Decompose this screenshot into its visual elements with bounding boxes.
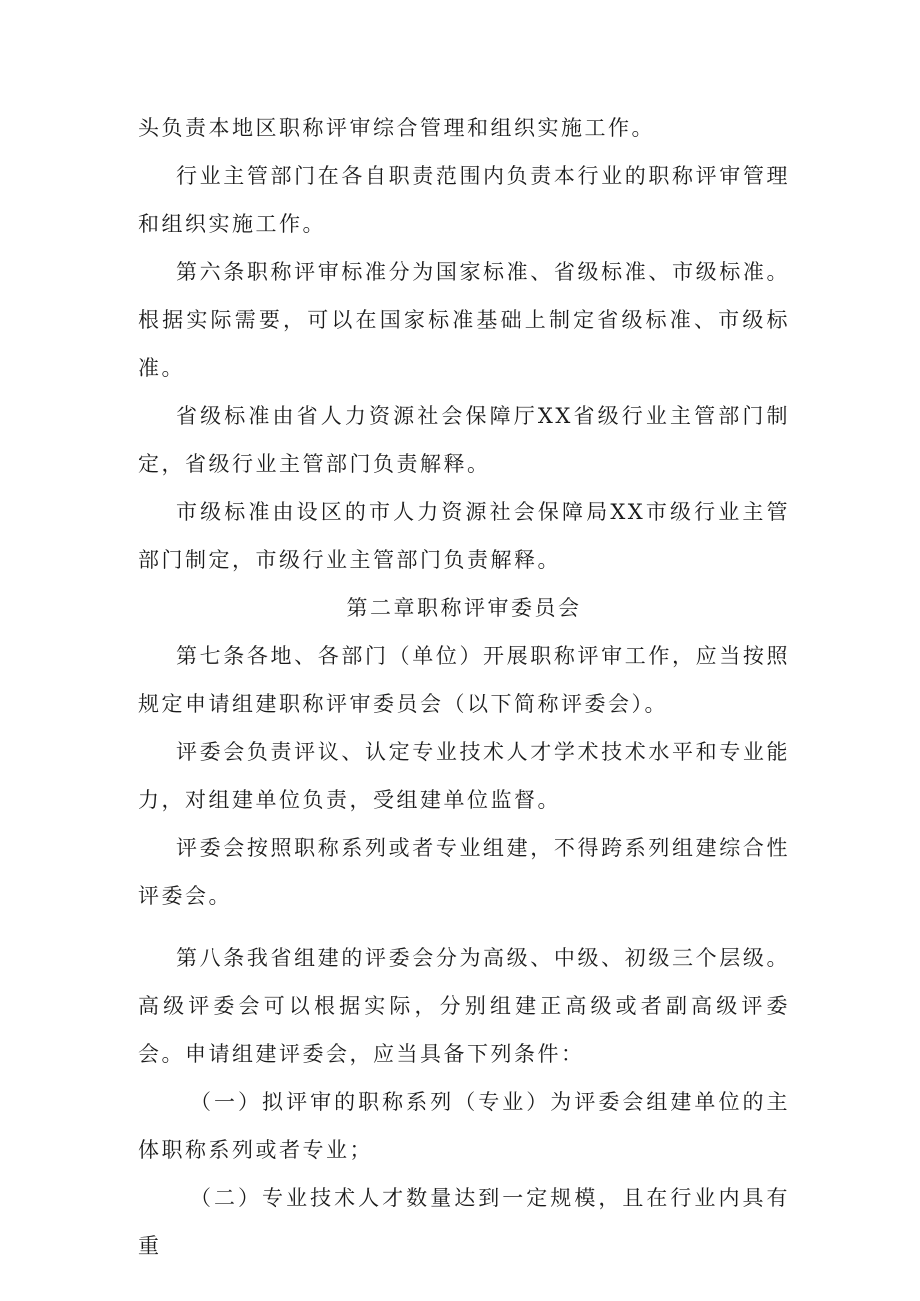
paragraph-committee-formation: 评委会按照职称系列或者专业组建，不得跨系列组建综合性评委会。 bbox=[138, 836, 790, 908]
list-item-2: （二）专业技术人才数量达到一定规模，且在行业内具有重 bbox=[138, 1186, 790, 1258]
paragraph-article-6: 第六条职称评审标准分为国家标准、省级标准、市级标准。根据实际需要，可以在国家标准基础上制定省级标准、市级标准。 bbox=[138, 260, 790, 380]
paragraph-continuation: 头负责本地区职称评审综合管理和组织实施工作。 bbox=[138, 116, 655, 140]
paragraph-industry-authorities: 行业主管部门在各自职责范围内负责本行业的职称评审管理和组织实施工作。 bbox=[138, 164, 790, 236]
list-item-1: （一）拟评审的职称系列（专业）为评委会组建单位的主体职称系列或者专业； bbox=[138, 1090, 790, 1162]
document-body bbox=[138, 104, 790, 1270]
paragraph-committee-duty: 评委会负责评议、认定专业技术人才学术技术水平和专业能力，对组建单位负责，受组建单位监督。 bbox=[138, 740, 790, 812]
paragraph-article-8: 第八条我省组建的评委会分为高级、中级、初级三个层级。高级评委会可以根据实际，分别组建正高级或者副高级评委会。申请组建评委会，应当具备下列条件： bbox=[138, 946, 790, 1066]
chapter-heading: 第二章职称评审委员会 bbox=[346, 596, 582, 620]
paragraph-article-7: 第七条各地、各部门（单位）开展职称评审工作，应当按照规定申请组建职称评审委员会（以下简称评委会）。 bbox=[138, 644, 790, 716]
paragraph-municipal-standard: 市级标准由设区的市人力资源社会保障局XX市级行业主管部门制定，市级行业主管部门负责解释。 bbox=[138, 500, 790, 572]
paragraph-provincial-standard: 省级标准由省人力资源社会保障厅XX省级行业主管部门制定，省级行业主管部门负责解释。 bbox=[138, 404, 790, 476]
